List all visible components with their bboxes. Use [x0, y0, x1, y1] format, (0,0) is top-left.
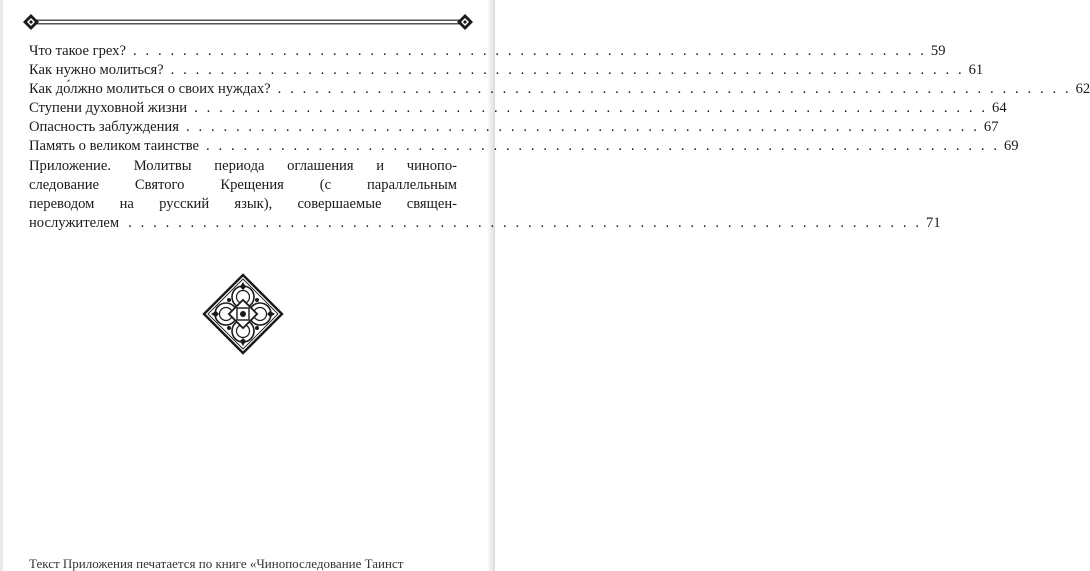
toc-appendix-entry: [29, 157, 941, 233]
toc-entry: [29, 42, 946, 61]
page-left-edge: [0, 0, 3, 571]
toc-leader-dots: . . . . . . . . . . . . . . . . . . . . . . . . . . . . . . . . . . . . . . . . . . . . . . . . . . . . . . . . . . . . . . . .: [128, 215, 922, 231]
toc-entry-title: Что такое грех?: [29, 43, 126, 59]
toc-entry-title: Память о великом таинстве: [29, 138, 200, 154]
appendix-last-line: [29, 214, 941, 233]
appendix-title-line: переводом на русский язык), совершаемые священ-: [29, 196, 457, 212]
footer-note-text: Текст Приложения печатается по книге «Чинопоследование Таинст: [29, 556, 404, 571]
right-diamond-icon: [457, 14, 473, 30]
left-diamond-icon: [23, 14, 39, 30]
toc-entry-title: Ступени духовной жизни: [29, 100, 188, 116]
table-of-contents: [29, 42, 1090, 156]
toc-entry-page: 69: [1003, 138, 1019, 154]
toc-entry-title: Опасность заблуждения: [29, 119, 179, 135]
toc-entry-page: 62: [1075, 81, 1090, 97]
toc-entry-title: Как до́лжно молиться о своих нуждах?: [29, 81, 271, 97]
decorative-knot-ornament-icon: [202, 273, 284, 355]
appendix-title-line: следование Святого Крещения (с параллельным: [29, 177, 457, 193]
toc-entry-page: 64: [992, 100, 1007, 116]
toc-leader-dots: . . . . . . . . . . . . . . . . . . . . . . . . . . . . . . . . . . . . . . . . . . . . . . . . . . . . . . . . . . . . . . . .: [170, 62, 965, 78]
toc-entry: [29, 80, 1090, 99]
toc-entry: [29, 137, 1019, 156]
appendix-title-line: Приложение. Молитвы периода оглашения и чинопо-: [29, 158, 457, 174]
toc-entry-page: 61: [968, 62, 984, 78]
toc-leader-dots: . . . . . . . . . . . . . . . . . . . . . . . . . . . . . . . . . . . . . . . . . . . . . . . . . . . . . . . . . . . . . . . .: [277, 81, 1072, 97]
toc-leader-dots: . . . . . . . . . . . . . . . . . . . . . . . . . . . . . . . . . . . . . . . . . . . . . . . . . . . . . . . . . . . . . . . .: [194, 100, 988, 116]
toc-entry: [29, 61, 984, 80]
toc-entry: [29, 118, 999, 137]
toc-entry-title: Как нужно молиться?: [29, 62, 164, 78]
toc-entry-page: 67: [983, 119, 999, 135]
top-ornamental-rule: [22, 13, 474, 31]
toc-leader-dots: . . . . . . . . . . . . . . . . . . . . . . . . . . . . . . . . . . . . . . . . . . . . . . . . . . . . . . . . . . . . . . . .: [132, 43, 927, 59]
toc-entry-page: 59: [930, 43, 946, 59]
toc-entry: [29, 99, 1007, 118]
appendix-page: 71: [926, 215, 941, 231]
appendix-title-end: нослужителем: [29, 215, 120, 231]
toc-leader-dots: . . . . . . . . . . . . . . . . . . . . . . . . . . . . . . . . . . . . . . . . . . . . . . . . . . . . . . . . . . . . . . . .: [206, 138, 1000, 154]
footer-note-clipped: [29, 556, 469, 571]
toc-leader-dots: . . . . . . . . . . . . . . . . . . . . . . . . . . . . . . . . . . . . . . . . . . . . . . . . . . . . . . . . . . . . . . . .: [185, 119, 980, 135]
